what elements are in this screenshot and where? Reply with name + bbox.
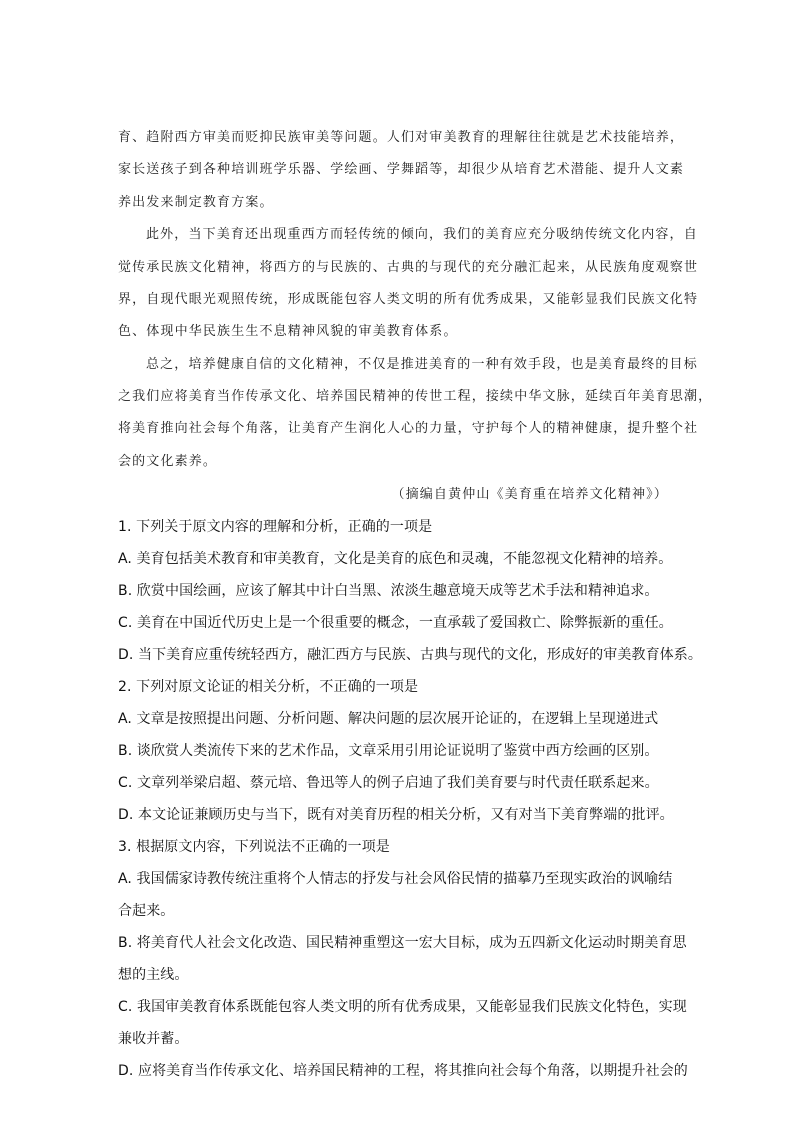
option-b: B. 欣赏中国绘画，应该了解其中计白当黑、浓淡生趣意境天成等艺术手法和精神追求。 [118, 583, 659, 599]
option-d: D. 当下美育应重传统轻西方，融汇西方与民族、古典与现代的文化，形成好的审美教育体系。 [118, 647, 702, 663]
option-c-cont: 兼收并蓄。 [118, 1031, 189, 1047]
option-b: B. 谈欣赏人类流传下来的艺术作品，文章采用引用论证说明了鉴赏中西方绘画的区别。 [118, 743, 659, 759]
option-a-cont: 合起来。 [118, 903, 175, 919]
passage-line: 色、体现中华民族生生不息精神风貌的审美教育体系。 [118, 324, 458, 339]
passage-line: 养出发来制定教育方案。 [118, 195, 274, 210]
option-b: B. 将美育代人社会文化改造、国民精神重塑这一宏大目标，成为五四新文化运动时期美育思 [118, 935, 687, 951]
passage-line: 家长送孩子到各种培训班学乐器、学绘画、学舞蹈等，却很少从培育艺术潜能、提升人文素 [118, 162, 685, 177]
option-c: C. 文章列举梁启超、蔡元培、鲁迅等人的例子启迪了我们美育要与时代责任联系起来。 [118, 775, 659, 791]
passage-line: 之我们应将美育当作传承文化、培养国民精神的传世工程，接续中华文脉，延续百年美育思潮， [118, 389, 713, 404]
passage-line: 会的文化素养。 [118, 454, 218, 469]
option-d: D. 本文论证兼顾历史与当下，既有对美育历程的相关分析，又有对当下美育弊端的批评。 [118, 807, 674, 823]
question-stem: 1. 下列关于原文内容的理解和分析，正确的一项是 [118, 519, 433, 535]
passage-line: 界，自现代眼光观照传统，形成既能包容人类文明的所有优秀成果，又能彰显我们民族文化特 [118, 292, 699, 307]
option-a: A. 我国儒家诗教传统注重将个人情志的抒发与社会风俗民情的描摹乃至现实政治的讽喻结 [118, 871, 673, 887]
option-a: A. 文章是按照提出问题、分析问题、解决问题的层次展开论证的，在逻辑上呈现递进式 [118, 711, 659, 727]
option-c: C. 我国审美教育体系既能包容人类文明的所有优秀成果，又能彰显我们民族文化特色，实现 [118, 999, 687, 1015]
source-citation: （摘编自黄仲山《美育重在培养文化精神》） [391, 487, 668, 502]
question-stem: 2. 下列对原文论证的相关分析，不正确的一项是 [118, 679, 419, 695]
passage-line: 觉传承民族文化精神，将西方的与民族的、古典的与现代的充分融汇起来，从民族角度观察世 [118, 260, 699, 275]
option-c: C. 美育在中国近代历史上是一个很重要的概念，一直承载了爱国救亡、除弊振新的重任。 [118, 615, 673, 631]
option-b-cont: 想的主线。 [118, 967, 189, 983]
passage-line: 育、趋附西方审美而贬抑民族审美等问题。人们对审美教育的理解往往就是艺术技能培养， [118, 130, 685, 145]
passage-line: 此外，当下美育还出现重西方而轻传统的倾向，我们的美育应充分吸纳传统文化内容，自 [146, 227, 698, 242]
option-d: D. 应将美育当作传承文化、培养国民精神的工程，将其推向社会每个角落，以期提升社会的 [118, 1063, 688, 1079]
passage-line: 将美育推向社会每个角落，让美育产生润化人心的力量，守护每个人的精神健康，提升整个社 [118, 421, 699, 436]
option-a: A. 美育包括美术教育和审美教育，文化是美育的底色和灵魂，不能忽视文化精神的培养。 [118, 551, 673, 567]
passage-line: 总之，培养健康自信的文化精神，不仅是推进美育的一种有效手段，也是美育最终的目标 [146, 357, 698, 372]
question-stem: 3. 根据原文内容，下列说法不正确的一项是 [118, 839, 390, 855]
